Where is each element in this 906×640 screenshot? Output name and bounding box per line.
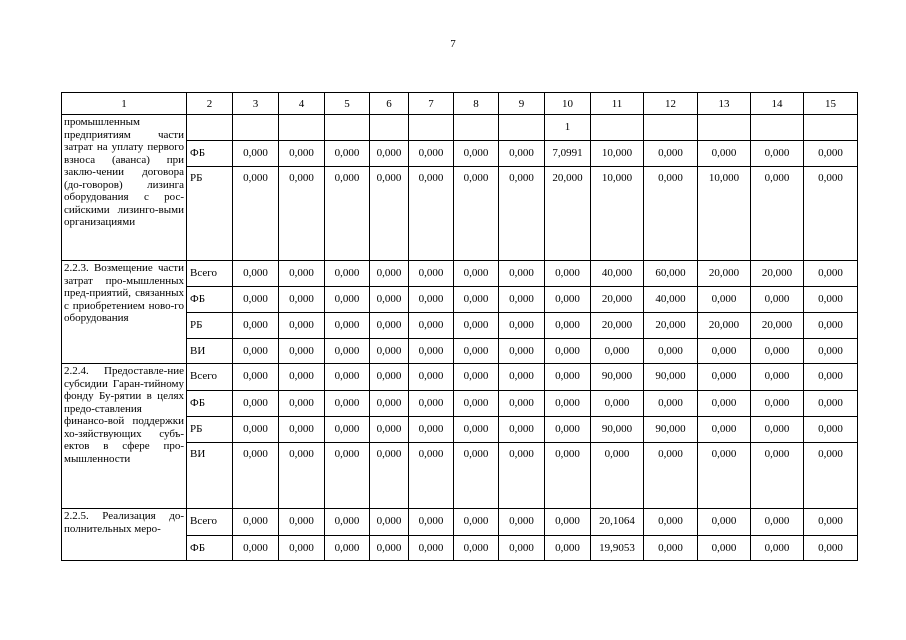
value-cell <box>233 115 279 141</box>
value-cell: 0,000 <box>698 536 751 561</box>
value-cell: 20,000 <box>698 313 751 339</box>
value-cell: 90,000 <box>591 417 644 443</box>
value-cell: 0,000 <box>409 536 454 561</box>
value-cell: 0,000 <box>545 391 591 417</box>
table-row <box>62 261 858 287</box>
value-cell: 0,000 <box>233 417 279 443</box>
value-cell: 90,000 <box>644 417 698 443</box>
page-number: 7 <box>450 38 456 50</box>
value-cell: 20,1064 <box>591 509 644 536</box>
value-cell: 0,000 <box>698 364 751 391</box>
row-description: 2.2.5. Реализация до-полнительных меро- <box>62 509 187 561</box>
value-cell: 0,000 <box>233 339 279 364</box>
value-cell: 40,000 <box>591 261 644 287</box>
funding-source: ФБ <box>187 141 233 167</box>
value-cell: 20,000 <box>591 287 644 313</box>
value-cell: 0,000 <box>454 417 499 443</box>
value-cell: 0,000 <box>279 391 325 417</box>
value-cell: 0,000 <box>454 339 499 364</box>
value-cell: 0,000 <box>804 509 858 536</box>
funding-source: ВИ <box>187 443 233 509</box>
value-cell <box>698 115 751 141</box>
value-cell: 0,000 <box>499 313 545 339</box>
value-cell <box>454 115 499 141</box>
value-cell: 0,000 <box>233 313 279 339</box>
value-cell: 0,000 <box>454 443 499 509</box>
funding-table <box>61 92 858 561</box>
value-cell: 0,000 <box>409 364 454 391</box>
funding-source: РБ <box>187 167 233 261</box>
value-cell: 0,000 <box>499 339 545 364</box>
value-cell: 0,000 <box>370 141 409 167</box>
value-cell: 0,000 <box>499 364 545 391</box>
value-cell: 0,000 <box>325 417 370 443</box>
value-cell: 0,000 <box>454 509 499 536</box>
value-cell: 0,000 <box>804 141 858 167</box>
value-cell: 0,000 <box>804 313 858 339</box>
column-header: 10 <box>545 93 591 115</box>
value-cell: 0,000 <box>233 443 279 509</box>
funding-source <box>187 115 233 141</box>
value-cell: 0,000 <box>409 339 454 364</box>
value-cell: 0,000 <box>279 261 325 287</box>
value-cell: 0,000 <box>370 443 409 509</box>
value-cell: 20,000 <box>698 261 751 287</box>
value-cell: 0,000 <box>499 167 545 261</box>
column-header: 3 <box>233 93 279 115</box>
column-header: 1 <box>62 93 187 115</box>
value-cell <box>325 115 370 141</box>
funding-source: ВИ <box>187 339 233 364</box>
value-cell: 0,000 <box>591 391 644 417</box>
value-cell: 0,000 <box>409 313 454 339</box>
value-cell: 90,000 <box>591 364 644 391</box>
funding-source: РБ <box>187 417 233 443</box>
value-cell: 0,000 <box>279 167 325 261</box>
row-description: 2.2.3. Возмещение части затрат про-мышленных пред-приятий, связанных с приобретением ново-го оборудования <box>62 261 187 364</box>
value-cell: 0,000 <box>499 141 545 167</box>
value-cell: 0,000 <box>279 339 325 364</box>
value-cell: 0,000 <box>698 443 751 509</box>
value-cell: 0,000 <box>804 287 858 313</box>
value-cell: 0,000 <box>409 391 454 417</box>
value-cell: 0,000 <box>644 443 698 509</box>
value-cell: 0,000 <box>325 509 370 536</box>
value-cell: 0,000 <box>370 417 409 443</box>
value-cell: 0,000 <box>545 536 591 561</box>
value-cell <box>499 115 545 141</box>
value-cell <box>751 115 804 141</box>
value-cell: 0,000 <box>804 167 858 261</box>
value-cell: 0,000 <box>499 509 545 536</box>
value-cell: 0,000 <box>751 417 804 443</box>
value-cell: 0,000 <box>233 141 279 167</box>
column-header: 13 <box>698 93 751 115</box>
value-cell: 0,000 <box>370 536 409 561</box>
value-cell: 0,000 <box>409 167 454 261</box>
value-cell: 0,000 <box>325 536 370 561</box>
value-cell <box>591 115 644 141</box>
value-cell: 0,000 <box>698 391 751 417</box>
value-cell: 20,000 <box>591 313 644 339</box>
value-cell: 0,000 <box>409 141 454 167</box>
value-cell: 0,000 <box>233 364 279 391</box>
value-cell: 0,000 <box>454 287 499 313</box>
value-cell: 19,9053 <box>591 536 644 561</box>
value-cell: 7,0991 <box>545 141 591 167</box>
value-cell: 0,000 <box>409 417 454 443</box>
value-cell: 0,000 <box>325 261 370 287</box>
value-cell: 0,000 <box>698 417 751 443</box>
value-cell: 20,000 <box>545 167 591 261</box>
value-cell: 0,000 <box>751 339 804 364</box>
value-cell: 0,000 <box>233 261 279 287</box>
value-cell: 0,000 <box>370 287 409 313</box>
value-cell: 0,000 <box>804 417 858 443</box>
value-cell: 0,000 <box>370 167 409 261</box>
column-header: 12 <box>644 93 698 115</box>
value-cell: 0,000 <box>804 261 858 287</box>
value-cell: 0,000 <box>499 443 545 509</box>
funding-source: ФБ <box>187 536 233 561</box>
value-cell: 0,000 <box>545 287 591 313</box>
value-cell: 0,000 <box>499 536 545 561</box>
value-cell: 0,000 <box>545 364 591 391</box>
value-cell: 20,000 <box>644 313 698 339</box>
value-cell: 0,000 <box>698 509 751 536</box>
value-cell: 10,000 <box>698 167 751 261</box>
value-cell: 0,000 <box>804 443 858 509</box>
value-cell: 0,000 <box>545 339 591 364</box>
value-cell: 0,000 <box>370 391 409 417</box>
column-header: 5 <box>325 93 370 115</box>
funding-source: ФБ <box>187 287 233 313</box>
value-cell: 0,000 <box>454 313 499 339</box>
value-cell: 20,000 <box>751 313 804 339</box>
value-cell: 0,000 <box>751 443 804 509</box>
value-cell: 0,000 <box>751 391 804 417</box>
value-cell: 0,000 <box>644 141 698 167</box>
value-cell: 0,000 <box>370 364 409 391</box>
value-cell: 0,000 <box>454 167 499 261</box>
value-cell: 0,000 <box>325 391 370 417</box>
value-cell: 0,000 <box>233 287 279 313</box>
value-cell: 0,000 <box>751 536 804 561</box>
column-header: 9 <box>499 93 545 115</box>
column-header: 11 <box>591 93 644 115</box>
value-cell: 0,000 <box>454 261 499 287</box>
value-cell: 0,000 <box>545 313 591 339</box>
value-cell: 0,000 <box>545 443 591 509</box>
value-cell: 0,000 <box>279 287 325 313</box>
value-cell: 0,000 <box>409 443 454 509</box>
value-cell <box>370 115 409 141</box>
value-cell: 0,000 <box>751 509 804 536</box>
value-cell: 0,000 <box>591 339 644 364</box>
funding-source: Всего <box>187 509 233 536</box>
value-cell: 1 <box>545 115 591 141</box>
value-cell: 0,000 <box>233 167 279 261</box>
value-cell: 0,000 <box>804 536 858 561</box>
value-cell: 0,000 <box>644 339 698 364</box>
value-cell: 0,000 <box>499 391 545 417</box>
value-cell <box>804 115 858 141</box>
value-cell: 0,000 <box>409 287 454 313</box>
value-cell: 0,000 <box>454 141 499 167</box>
value-cell: 0,000 <box>233 391 279 417</box>
value-cell: 0,000 <box>804 339 858 364</box>
value-cell: 0,000 <box>325 287 370 313</box>
value-cell: 0,000 <box>499 287 545 313</box>
column-header: 14 <box>751 93 804 115</box>
value-cell: 0,000 <box>499 417 545 443</box>
column-header: 7 <box>409 93 454 115</box>
value-cell: 0,000 <box>325 339 370 364</box>
value-cell: 0,000 <box>279 141 325 167</box>
value-cell: 40,000 <box>644 287 698 313</box>
value-cell: 0,000 <box>409 261 454 287</box>
value-cell: 0,000 <box>499 261 545 287</box>
value-cell: 0,000 <box>545 417 591 443</box>
value-cell: 0,000 <box>545 261 591 287</box>
value-cell: 0,000 <box>454 364 499 391</box>
value-cell: 0,000 <box>545 509 591 536</box>
value-cell: 0,000 <box>279 443 325 509</box>
column-header: 8 <box>454 93 499 115</box>
value-cell: 0,000 <box>370 313 409 339</box>
value-cell: 0,000 <box>279 313 325 339</box>
column-header: 4 <box>279 93 325 115</box>
value-cell: 0,000 <box>409 509 454 536</box>
value-cell: 10,000 <box>591 141 644 167</box>
value-cell: 0,000 <box>804 364 858 391</box>
table-row <box>62 115 858 141</box>
table-row <box>62 364 858 391</box>
value-cell: 0,000 <box>279 536 325 561</box>
value-cell: 0,000 <box>644 167 698 261</box>
value-cell: 0,000 <box>454 391 499 417</box>
value-cell: 0,000 <box>454 536 499 561</box>
value-cell: 0,000 <box>591 443 644 509</box>
value-cell: 0,000 <box>370 261 409 287</box>
column-header: 6 <box>370 93 409 115</box>
row-description: 2.2.4. Предоставле-ние субсидии Гаран-тийному фонду Бу-рятии в целях предо-ставления финансо-вой поддержки хо-зяйствующих субъ-ектов в сфере про-мышленности <box>62 364 187 509</box>
value-cell: 0,000 <box>644 509 698 536</box>
value-cell: 0,000 <box>325 364 370 391</box>
funding-source: ФБ <box>187 391 233 417</box>
value-cell: 0,000 <box>751 287 804 313</box>
value-cell: 0,000 <box>644 391 698 417</box>
value-cell: 0,000 <box>370 339 409 364</box>
value-cell: 0,000 <box>279 509 325 536</box>
value-cell: 0,000 <box>698 141 751 167</box>
value-cell: 0,000 <box>325 141 370 167</box>
value-cell: 0,000 <box>804 391 858 417</box>
value-cell: 0,000 <box>325 313 370 339</box>
value-cell <box>279 115 325 141</box>
value-cell: 10,000 <box>591 167 644 261</box>
header-row <box>62 93 858 115</box>
funding-source: Всего <box>187 364 233 391</box>
table-row <box>62 509 858 536</box>
column-header: 15 <box>804 93 858 115</box>
value-cell: 0,000 <box>233 509 279 536</box>
column-header: 2 <box>187 93 233 115</box>
value-cell: 90,000 <box>644 364 698 391</box>
value-cell: 0,000 <box>325 167 370 261</box>
value-cell: 0,000 <box>698 339 751 364</box>
value-cell: 0,000 <box>279 417 325 443</box>
value-cell <box>644 115 698 141</box>
value-cell: 0,000 <box>751 364 804 391</box>
row-description: промышленным предприятиям части затрат на уплату первого взноса (аванса) при заклю-чении договора (до-говоров) лизинга оборудования с рос-сийскими лизинго-выми организациями <box>62 115 187 261</box>
funding-source: РБ <box>187 313 233 339</box>
value-cell: 0,000 <box>644 536 698 561</box>
value-cell: 0,000 <box>751 167 804 261</box>
value-cell: 0,000 <box>370 509 409 536</box>
funding-source: Всего <box>187 261 233 287</box>
value-cell: 0,000 <box>698 287 751 313</box>
value-cell: 0,000 <box>279 364 325 391</box>
value-cell: 60,000 <box>644 261 698 287</box>
value-cell: 0,000 <box>751 141 804 167</box>
value-cell: 0,000 <box>325 443 370 509</box>
value-cell <box>409 115 454 141</box>
value-cell: 0,000 <box>233 536 279 561</box>
value-cell: 20,000 <box>751 261 804 287</box>
